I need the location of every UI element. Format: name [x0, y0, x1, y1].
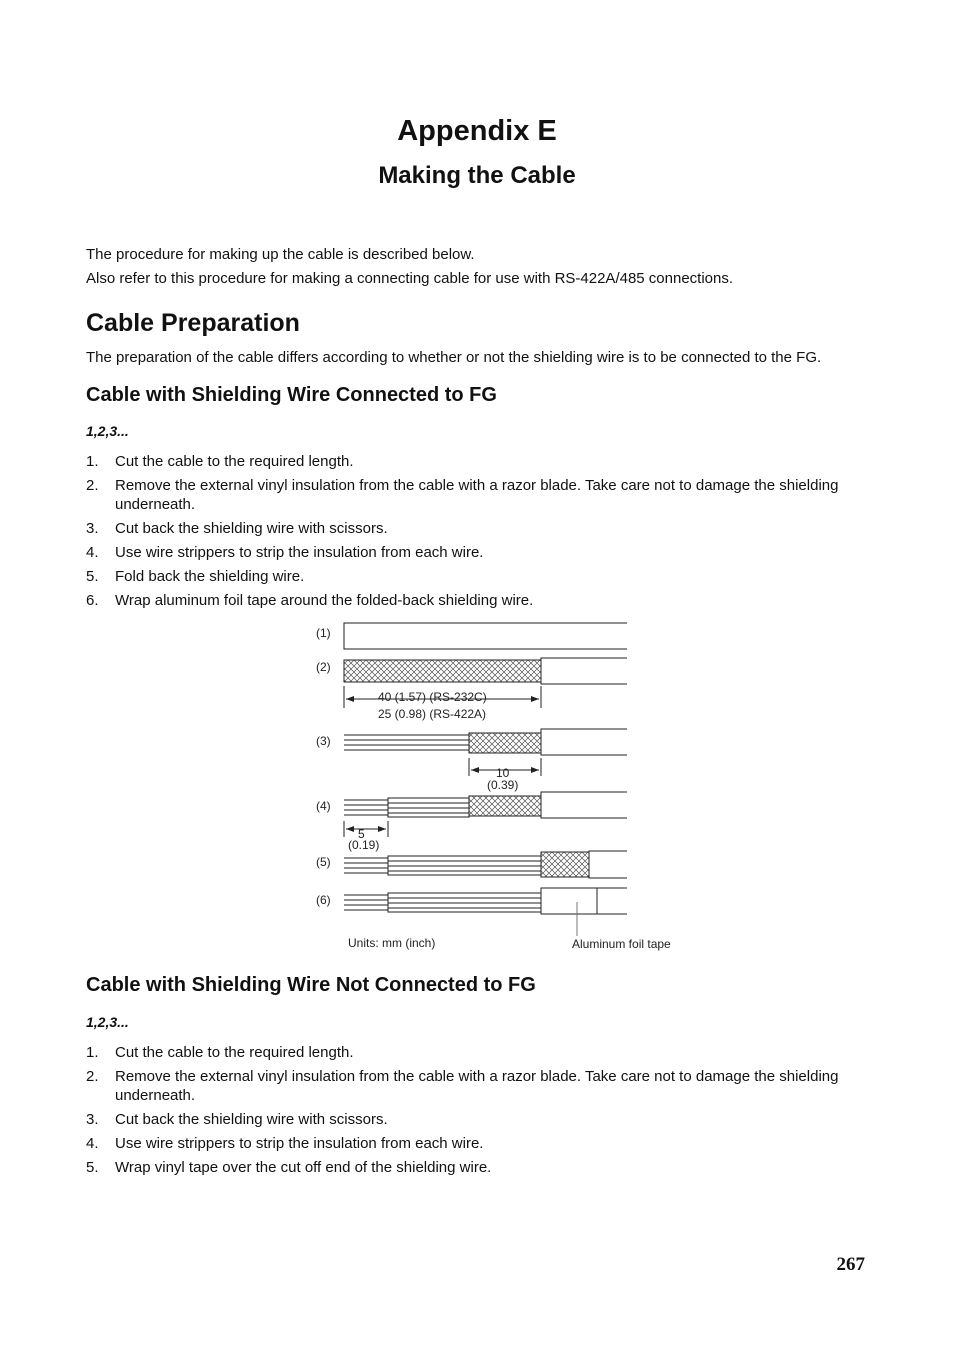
units-note: Units: mm (inch) — [348, 936, 436, 950]
list-item: 4. Use wire strippers to strip the insulation from each wire. — [86, 544, 484, 561]
list-item: 2. Remove the external vinyl insulation from the cable with a razor blade. Take care not to damage the shielding underneath. — [86, 1068, 839, 1104]
cable-preparation-heading: Cable Preparation — [86, 309, 300, 337]
section-connected-heading: Cable with Shielding Wire Connected to FG — [86, 384, 497, 406]
page-subtitle: Making the Cable — [378, 162, 576, 189]
steps-list-not-connected — [86, 1043, 876, 1182]
cable-preparation-description: The preparation of the cable differs according to whether or not the shielding wire is to be connected to the FG. — [86, 349, 822, 366]
diagram-label-3: (3) — [316, 734, 331, 748]
list-item: 5. Fold back the shielding wire. — [86, 568, 305, 585]
foil-tape-label: Aluminum foil tape — [572, 937, 671, 951]
dim-25-label: 25 (0.98) (RS-422A) — [378, 707, 487, 721]
dim-40-label: 40 (1.57) (RS-232C) — [378, 690, 487, 704]
page-number: 267 — [836, 1254, 865, 1275]
step-labels — [316, 626, 331, 907]
list-item: 6. Wrap aluminum foil tape around the folded-back shielding wire. — [86, 592, 534, 609]
dim-5-inch-label: (0.19) — [348, 838, 380, 852]
list-item: 1. Cut the cable to the required length. — [86, 453, 354, 470]
diagram-label-1: (1) — [316, 626, 331, 640]
diagram-label-4: (4) — [316, 799, 331, 813]
intro-line-1: The procedure for making up the cable is described below. — [86, 246, 475, 263]
list-item: 2. Remove the external vinyl insulation from the cable with a razor blade. Take care not to damage the shielding underneath. — [86, 477, 839, 513]
dim-10-inch-label: (0.39) — [487, 778, 519, 792]
cable-step-4 — [344, 792, 627, 837]
diagram-label-6: (6) — [316, 893, 331, 907]
cable-step-3 — [344, 729, 627, 776]
list-item: 4. Use wire strippers to strip the insulation from each wire. — [86, 1135, 484, 1152]
dim-10-label: 10 — [496, 766, 510, 780]
steps-label: 1,2,3... — [86, 1014, 129, 1030]
cable-step-6 — [344, 888, 627, 936]
section-not-connected-heading: Cable with Shielding Wire Not Connected to FG — [86, 974, 536, 996]
list-item: 3. Cut back the shielding wire with scissors. — [86, 520, 388, 537]
diagram-label-5: (5) — [316, 855, 331, 869]
cable-step-1 — [344, 623, 627, 649]
steps-label: 1,2,3... — [86, 423, 129, 439]
appendix-title: Appendix E — [397, 115, 557, 147]
cable-preparation-diagram — [300, 618, 700, 963]
list-item: 1. Cut the cable to the required length. — [86, 1044, 354, 1061]
cable-step-5 — [344, 851, 627, 878]
steps-list-connected — [86, 452, 876, 615]
list-item: 3. Cut back the shielding wire with scissors. — [86, 1111, 388, 1128]
intro-line-2: Also refer to this procedure for making a connecting cable for use with RS-422A/485 connections. — [86, 270, 734, 287]
diagram-label-2: (2) — [316, 660, 331, 674]
dim-5-label: 5 — [358, 827, 365, 841]
list-item: 5. Wrap vinyl tape over the cut off end of the shielding wire. — [86, 1159, 492, 1176]
